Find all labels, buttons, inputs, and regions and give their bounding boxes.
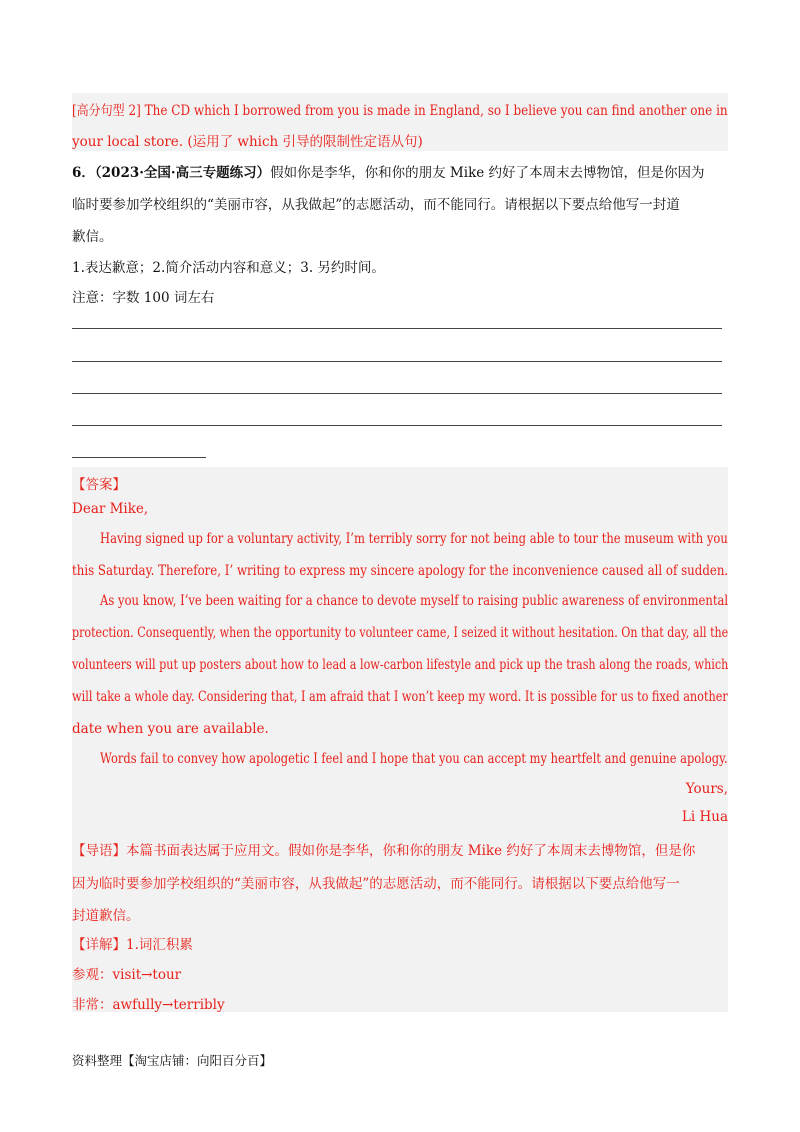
tip-sentence-line1: [高分句型 2] The CD which I borrowed from you is made in England, so I believe you can find another one in — [72, 103, 728, 119]
question-note: 注意：字数 100 词左右 — [72, 290, 215, 306]
letter-closing: Yours, — [685, 781, 728, 797]
guide-label: 【导语】 — [72, 843, 126, 859]
detail-label: 【详解】 — [72, 937, 126, 953]
question-text-start: 假如你是李华，你和你的朋友 Mike 约好了本周末去博物馆，但是你因为 — [270, 165, 705, 181]
guide-text-start: 本篇书面表达属于应用文。假如你是李华，你和你的朋友 Mike 约好了本周末去博物馆，但是你 — [126, 843, 696, 859]
question-line1 — [72, 161, 705, 181]
guide-line1 — [72, 839, 695, 859]
letter-p1-line2: this Saturday. Therefore, I’ writing to express my sincere apology for the inconvenience caused all of sudden. — [72, 563, 729, 579]
answer-block — [72, 467, 728, 1012]
guide-line2: 因为临时要参加学校组织的“美丽市容，从我做起”的志愿活动，而不能同行。请根据以下要点给他写一 — [72, 876, 680, 892]
letter-greeting: Dear Mike, — [72, 501, 149, 517]
question-line3: 歉信。 — [72, 229, 113, 245]
detail-item-2: 非常：awfully→terribly — [72, 997, 225, 1013]
tip-sentence-line2: your local store. (运用了 which 引导的限制性定语从句) — [72, 134, 423, 150]
letter-p3-line1: Words fail to convey how apologetic I feel and I hope that you can accept my heartfelt and genuine apology. — [100, 751, 728, 767]
writing-line-5 — [72, 457, 206, 458]
writing-line-4 — [72, 425, 722, 426]
question-line2: 临时要参加学校组织的“美丽市容，从我做起”的志愿活动，而不能同行。请根据以下要点给他写一封道 — [72, 197, 680, 213]
letter-p2-line4: will take a whole day. Considering that, I am afraid that I won’t keep my word. It is possible for us to fixed another — [72, 689, 728, 705]
detail-line — [72, 933, 193, 953]
writing-line-3 — [72, 393, 722, 394]
letter-p1-line1: Having signed up for a voluntary activity, I’m terribly sorry for not being able to tour the museum with you — [100, 531, 728, 547]
letter-p2-line2: protection. Consequently, when the opportunity to volunteer came, I seized it without hesitation. On that day, all the — [72, 625, 729, 641]
detail-item-1: 参观：visit→tour — [72, 967, 182, 983]
question-points: 1.表达歉意；2.简介活动内容和意义；3. 另约时间。 — [72, 260, 385, 276]
guide-line3: 封道歉信。 — [72, 908, 140, 924]
page-footer: 资料整理【淘宝店铺：向阳百分百】 — [72, 1053, 273, 1068]
letter-p2-line3: volunteers will put up posters about how to lead a low-carbon lifestyle and pick up the trash along the roads, which — [72, 657, 729, 673]
answer-label: 【答案】 — [72, 477, 126, 493]
writing-line-1 — [72, 328, 722, 329]
letter-p2-line1: As you know, I’ve been waiting for a chance to devote myself to raising public awareness of environmental — [100, 593, 729, 609]
detail-heading: 1.词汇积累 — [126, 937, 193, 953]
question-source: （2023·全国·高三专题练习） — [94, 165, 271, 181]
letter-signature: Li Hua — [681, 809, 728, 825]
letter-p2-line5: date when you are available. — [72, 721, 269, 737]
question-number: 6． — [72, 165, 95, 181]
writing-line-2 — [72, 361, 722, 362]
